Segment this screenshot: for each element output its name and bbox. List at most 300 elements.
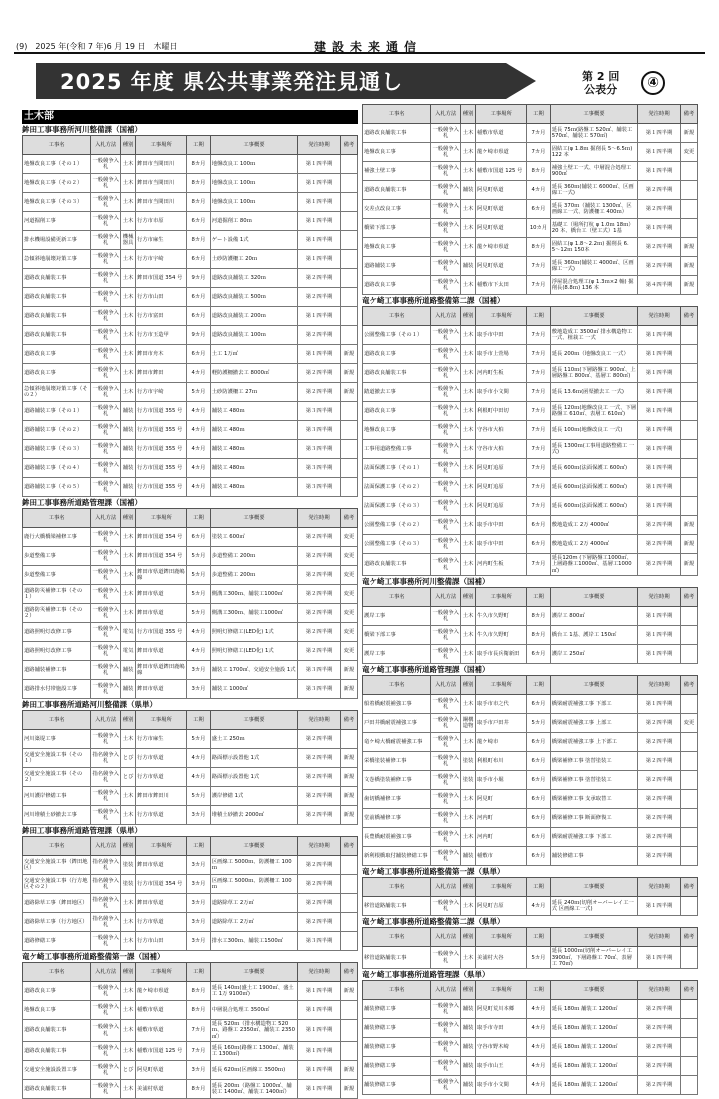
table-cell: 行方市国道 354 号 bbox=[136, 875, 187, 894]
column-header: 種別 bbox=[121, 837, 136, 856]
table-cell: 一般競争入札 bbox=[431, 162, 461, 181]
table-cell: 一般競争入札 bbox=[431, 143, 461, 162]
table-cell: 道路改良舗装工事 bbox=[363, 364, 431, 383]
table-cell: 土木 bbox=[121, 806, 136, 825]
table-row bbox=[23, 787, 358, 806]
table-cell: 舗装 bbox=[461, 847, 476, 866]
table-cell: 行方市宇崎 bbox=[136, 250, 187, 269]
table-cell: とび bbox=[121, 768, 136, 787]
table-cell: 牛久市久野町 bbox=[476, 626, 527, 645]
table-cell: 一般競争入札 bbox=[91, 680, 121, 699]
table-cell: 7カ月 bbox=[527, 497, 550, 516]
table-cell: 移管道路舗装工事 bbox=[363, 897, 431, 916]
table-cell: 土木 bbox=[121, 174, 136, 193]
table-cell: 一般競争入札 bbox=[431, 947, 461, 969]
table-cell: 第２四半期 bbox=[298, 364, 341, 383]
table-cell: 第１四半期 bbox=[298, 1001, 341, 1020]
column-header: 工事場所 bbox=[476, 928, 527, 947]
table-cell: 土木 bbox=[121, 730, 136, 749]
table-row bbox=[23, 288, 358, 307]
table-cell: 道路改良工事 bbox=[363, 345, 431, 364]
table-row bbox=[23, 875, 358, 894]
table-cell: 栄橋塗装補修工事 bbox=[363, 752, 431, 771]
table-row bbox=[363, 695, 698, 714]
table-cell: 一般競争入札 bbox=[91, 566, 121, 585]
table-cell: 土砂防護柵工 20ｍ bbox=[210, 250, 297, 269]
table-cell: 利根町布川 bbox=[476, 752, 527, 771]
table-cell: 交差点改良工事 bbox=[363, 200, 431, 219]
column-header: 工事場所 bbox=[476, 588, 527, 607]
table-row bbox=[363, 219, 698, 238]
office-table-title: 竜ケ崎工事事務所道路整備第二課（県単） bbox=[362, 917, 505, 927]
table-cell: 土木 bbox=[121, 269, 136, 288]
table-cell: 地盤改良工事（その３） bbox=[23, 193, 91, 212]
table-cell bbox=[340, 440, 357, 459]
table-cell: 道路改良舗装工事 bbox=[23, 288, 91, 307]
table-cell: 長豊橋耐震補強工事 bbox=[363, 828, 431, 847]
table-cell bbox=[340, 1001, 357, 1020]
table-cell: 新規 bbox=[680, 238, 697, 257]
table-cell: 歯切橋補修工事 bbox=[363, 790, 431, 809]
table-cell bbox=[680, 733, 697, 752]
table-cell: 延長 180ｍ 舗装工 1200㎡ bbox=[550, 1000, 637, 1019]
column-header: 工事名 bbox=[363, 307, 431, 326]
table-row bbox=[23, 1042, 358, 1061]
table-row bbox=[363, 1076, 698, 1095]
table-cell: 延長 360ｍ(舗装工 6000㎡、区画線工一式) bbox=[550, 181, 637, 200]
table-cell: 一般競争入札 bbox=[91, 604, 121, 623]
table-cell bbox=[340, 894, 357, 913]
column-header: 入札方法 bbox=[91, 509, 121, 528]
column-header: 工事名 bbox=[363, 105, 431, 124]
table-cell: 延長 360ｍ(舗装工 4000㎡、区画線工一式) bbox=[550, 257, 637, 276]
table-row bbox=[363, 326, 698, 345]
table-cell: 地盤改良工事 bbox=[363, 421, 431, 440]
table-row bbox=[363, 276, 698, 295]
table-cell: 路面標示設置他 1式 bbox=[210, 768, 297, 787]
column-header: 備考 bbox=[680, 105, 697, 124]
table-row bbox=[363, 257, 698, 276]
table-row bbox=[363, 421, 698, 440]
table-cell: 守谷市大柏 bbox=[476, 440, 527, 459]
table-cell: 第２四半期 bbox=[298, 383, 341, 402]
column-header: 工事名 bbox=[363, 928, 431, 947]
table-cell: 第４四半期 bbox=[638, 276, 681, 295]
table-cell: 延長 1300ｍ(工事用道路整備工 一式) bbox=[550, 440, 637, 459]
table-cell: 4カ月 bbox=[187, 623, 210, 642]
table-cell bbox=[680, 1019, 697, 1038]
table-cell: 3カ月 bbox=[187, 894, 210, 913]
table-cell bbox=[340, 1042, 357, 1061]
table-cell: 一般競争入札 bbox=[91, 730, 121, 749]
column-header: 工事名 bbox=[23, 837, 91, 856]
table-cell: 第２四半期 bbox=[638, 771, 681, 790]
table-cell: 取手市小文間 bbox=[476, 1076, 527, 1095]
table-header-row bbox=[363, 878, 698, 897]
table-cell: 一般競争入札 bbox=[91, 212, 121, 231]
table-cell: 道路修繕工事 bbox=[23, 932, 91, 951]
table-cell: 一般競争入札 bbox=[431, 733, 461, 752]
project-table bbox=[22, 710, 358, 825]
column-header: 発注時期 bbox=[638, 981, 681, 1000]
table-cell: 4カ月 bbox=[527, 181, 550, 200]
column-header: 発注時期 bbox=[638, 878, 681, 897]
table-cell: 河道掘削工 80ｍ bbox=[210, 212, 297, 231]
table-cell: 道路改良舗装工 100ｍ bbox=[210, 326, 297, 345]
table-cell: 土木 bbox=[461, 276, 476, 295]
table-cell: 舗装工 480ｍ bbox=[210, 402, 297, 421]
table-cell: 急傾斜地崩壊対策工事（その２） bbox=[23, 383, 91, 402]
project-table bbox=[22, 836, 358, 951]
table-cell: 歩道整備工事 bbox=[23, 547, 91, 566]
table-cell: 行方市国道 355 号 bbox=[136, 440, 187, 459]
table-cell bbox=[680, 364, 697, 383]
table-cell: 守谷市野木崎 bbox=[476, 1038, 527, 1057]
table-cell: 文巻橋塗装補修工事 bbox=[363, 771, 431, 790]
project-table bbox=[362, 675, 698, 866]
table-cell: 第２四半期 bbox=[638, 554, 681, 576]
table-row bbox=[23, 364, 358, 383]
table-cell: とび bbox=[121, 1061, 136, 1080]
table-cell: 行方市県道 bbox=[136, 806, 187, 825]
table-cell: 4カ月 bbox=[527, 1057, 550, 1076]
table-cell: 第１四半期 bbox=[638, 345, 681, 364]
table-cell: 第１四半期 bbox=[638, 143, 681, 162]
table-cell: 土木 bbox=[121, 288, 136, 307]
table-cell: 敷地造成工 2万 4000㎡ bbox=[550, 535, 637, 554]
table-cell: 5カ月 bbox=[187, 585, 210, 604]
table-cell: 土木 bbox=[461, 219, 476, 238]
table-cell bbox=[680, 809, 697, 828]
table-cell: 踏道撤去工事 bbox=[363, 383, 431, 402]
table-cell: 土木 bbox=[121, 894, 136, 913]
column-header: 発注時期 bbox=[638, 105, 681, 124]
table-cell: 4カ月 bbox=[187, 642, 210, 661]
column-header: 発注時期 bbox=[298, 711, 341, 730]
project-table bbox=[362, 877, 698, 916]
table-cell: 一般競争入札 bbox=[431, 326, 461, 345]
table-cell: 法面保護工事（その２） bbox=[363, 478, 431, 497]
table-cell: 道路改良工事 bbox=[23, 364, 91, 383]
column-header: 備考 bbox=[680, 676, 697, 695]
column-header: 工事場所 bbox=[136, 711, 187, 730]
table-cell: 稲敷市 bbox=[476, 847, 527, 866]
table-cell: 美浦村大谷 bbox=[476, 947, 527, 969]
column-header: 工事概要 bbox=[550, 878, 637, 897]
table-cell: 新規 bbox=[680, 554, 697, 576]
column-header: 工事概要 bbox=[550, 307, 637, 326]
masthead: 建設未来通信 bbox=[314, 40, 423, 54]
table-row bbox=[23, 421, 358, 440]
table-cell: 第１四半期 bbox=[638, 607, 681, 626]
table-cell: 6カ月 bbox=[527, 733, 550, 752]
table-cell: 7カ月 bbox=[527, 440, 550, 459]
table-row bbox=[363, 162, 698, 181]
table-cell: 橋梁下部工事 bbox=[363, 626, 431, 645]
table-cell: 第２四半期 bbox=[638, 238, 681, 257]
table-cell: 鉾田市国道 354 号 bbox=[136, 547, 187, 566]
table-row bbox=[23, 547, 358, 566]
table-cell: 5カ月 bbox=[187, 604, 210, 623]
table-cell bbox=[340, 932, 357, 951]
table-cell: 第１四半期 bbox=[298, 1080, 341, 1099]
table-row bbox=[363, 478, 698, 497]
table-row bbox=[23, 478, 358, 497]
table-cell: 地盤改良工 100ｍ bbox=[210, 174, 297, 193]
table-cell: 8カ月 bbox=[527, 626, 550, 645]
table-cell: 稲敷市県道 bbox=[476, 124, 527, 143]
table-cell: 第２四半期 bbox=[298, 604, 341, 623]
table-cell: 行方市麻生 bbox=[136, 730, 187, 749]
table-cell: 一般競争入札 bbox=[91, 174, 121, 193]
table-cell: 舗装 bbox=[461, 1019, 476, 1038]
table-cell: 道路改良工事 bbox=[23, 982, 91, 1001]
table-row bbox=[23, 345, 358, 364]
table-cell: 道路改良舗装工 200ｍ bbox=[210, 307, 297, 326]
column-header: 入札方法 bbox=[431, 928, 461, 947]
table-row bbox=[23, 212, 358, 231]
column-header: 工事場所 bbox=[476, 105, 527, 124]
table-cell: 新規 bbox=[340, 680, 357, 699]
project-table bbox=[362, 587, 698, 664]
table-cell: 土木 bbox=[461, 364, 476, 383]
table-cell: 延長 13.6ｍ(函渠撤去工 一式) bbox=[550, 383, 637, 402]
table-cell: 道路除草工事（行方地区） bbox=[23, 913, 91, 932]
table-row bbox=[363, 238, 698, 257]
table-cell: 7カ月 bbox=[187, 1042, 210, 1061]
table-cell: 交通安全施設工事（行方地区その２） bbox=[23, 875, 91, 894]
table-row bbox=[363, 459, 698, 478]
table-cell: 第１四半期 bbox=[298, 982, 341, 1001]
column-header: 工事概要 bbox=[210, 963, 297, 982]
table-cell: 一般競争入札 bbox=[431, 497, 461, 516]
table-cell: 第１四半期 bbox=[638, 383, 681, 402]
column-header: 工事名 bbox=[363, 981, 431, 1000]
table-cell: 一般競争入札 bbox=[431, 345, 461, 364]
office-table-title: 竜ケ崎工事事務所道路整備第一課（国補） bbox=[22, 952, 165, 961]
table-cell: 7カ月 bbox=[527, 459, 550, 478]
table-cell: 歩道整備工 200ｍ bbox=[210, 547, 297, 566]
table-cell: 道路改良舗装工 320ｍ bbox=[210, 269, 297, 288]
column-header: 工事場所 bbox=[476, 676, 527, 695]
table-cell: 土木 bbox=[461, 200, 476, 219]
table-cell: 4カ月 bbox=[187, 768, 210, 787]
table-row bbox=[23, 856, 358, 875]
table-cell: 土木 bbox=[461, 162, 476, 181]
table-cell: 取手市小堀 bbox=[476, 771, 527, 790]
table-cell: 6カ月 bbox=[527, 828, 550, 847]
table-cell: 取手市中田 bbox=[476, 516, 527, 535]
table-cell: 一般競争入札 bbox=[91, 1020, 121, 1042]
table-cell: 道路舗装工事（その４） bbox=[23, 459, 91, 478]
table-cell: 一般競争入札 bbox=[431, 809, 461, 828]
table-cell: 法面保護工事（その３） bbox=[363, 497, 431, 516]
table-cell: 第２四半期 bbox=[298, 875, 341, 894]
table-row bbox=[23, 661, 358, 680]
table-cell: 行方市国道 355 号 bbox=[136, 478, 187, 497]
table-cell: 土木 bbox=[461, 809, 476, 828]
table-cell: 区画線工 5000ｍ、防護柵工 100ｍ bbox=[210, 856, 297, 875]
table-cell: 6カ月 bbox=[527, 695, 550, 714]
table-cell: 稲敷市国道 125 号 bbox=[476, 162, 527, 181]
table-cell: 土木 bbox=[121, 250, 136, 269]
table-cell: 第２四半期 bbox=[638, 1057, 681, 1076]
table-cell bbox=[680, 1000, 697, 1019]
table-cell: 新規 bbox=[680, 276, 697, 295]
table-cell: 新規 bbox=[340, 661, 357, 680]
table-cell: 9カ月 bbox=[187, 269, 210, 288]
table-cell: 8カ月 bbox=[187, 231, 210, 250]
table-cell: 4カ月 bbox=[187, 459, 210, 478]
table-cell bbox=[680, 1038, 697, 1057]
table-cell: 新規 bbox=[340, 1061, 357, 1080]
table-cell: 延長 200ｍ（地盤改良工 一式） bbox=[550, 345, 637, 364]
table-row bbox=[23, 1061, 358, 1080]
table-cell: 排水機場設備更新工事 bbox=[23, 231, 91, 250]
table-cell: 道路防災補修工事（その１） bbox=[23, 585, 91, 604]
table-row bbox=[363, 554, 698, 576]
table-cell: 舗装 bbox=[121, 421, 136, 440]
table-cell: 第２四半期 bbox=[638, 828, 681, 847]
table-cell: 固結工(φ 1.8ｍ 掘削長 5〜6.5ｍ) 122 本 bbox=[550, 143, 637, 162]
table-cell: 橋梁補修工事 断面修復工 bbox=[550, 809, 637, 828]
table-cell: 一般競争入札 bbox=[431, 200, 461, 219]
table-cell: 土木 bbox=[461, 897, 476, 916]
table-cell: 第２四半期 bbox=[298, 806, 341, 825]
table-cell: 一般競争入札 bbox=[91, 478, 121, 497]
table-cell: 一般競争入札 bbox=[431, 402, 461, 421]
table-cell bbox=[340, 269, 357, 288]
column-header: 工事概要 bbox=[550, 105, 637, 124]
table-cell: 側溝工300ｍ、舗装工1000㎡ bbox=[210, 604, 297, 623]
column-header: 工事概要 bbox=[210, 509, 297, 528]
table-cell: 排水工300ｍ、舗装工1500㎡ bbox=[210, 932, 297, 951]
table-cell: 一般競争入札 bbox=[431, 383, 461, 402]
table-cell: 8カ月 bbox=[527, 238, 550, 257]
column-header: 工事概要 bbox=[550, 981, 637, 1000]
table-row bbox=[363, 1038, 698, 1057]
table-cell: 道路照明灯改修工事 bbox=[23, 642, 91, 661]
table-row bbox=[23, 155, 358, 174]
table-cell: 新規 bbox=[340, 1080, 357, 1099]
table-cell bbox=[340, 250, 357, 269]
column-header: 工事名 bbox=[23, 963, 91, 982]
table-cell: 土木 bbox=[121, 1001, 136, 1020]
table-cell: 変更 bbox=[680, 143, 697, 162]
table-cell: 第１四半期 bbox=[298, 212, 341, 231]
table-cell: 一般競争入札 bbox=[91, 155, 121, 174]
table-cell: 5カ月 bbox=[187, 547, 210, 566]
table-cell bbox=[680, 181, 697, 200]
table-cell: 第２四半期 bbox=[638, 257, 681, 276]
table-cell: 行方市国道 355 号 bbox=[136, 459, 187, 478]
column-header: 工期 bbox=[187, 963, 210, 982]
table-cell: 延長 370ｍ（舗装工 1300㎡、区画線工一式、防護柵工 400ｍ） bbox=[550, 200, 637, 219]
table-cell: 変更 bbox=[340, 585, 357, 604]
table-row bbox=[23, 913, 358, 932]
table-cell: 道路改良工事 bbox=[363, 402, 431, 421]
table-cell: 一般競争入札 bbox=[91, 231, 121, 250]
column-header: 工事場所 bbox=[136, 837, 187, 856]
table-cell: 4カ月 bbox=[187, 421, 210, 440]
table-cell: 竜ケ崎大橋耐震補強工事 bbox=[363, 733, 431, 752]
table-cell: 一般競争入札 bbox=[431, 535, 461, 554]
table-row bbox=[23, 1001, 358, 1020]
table-cell: 鉾田市舟木 bbox=[136, 345, 187, 364]
table-cell: 一般競争入札 bbox=[431, 771, 461, 790]
table-cell: 一般競争入札 bbox=[91, 307, 121, 326]
column-header: 工事場所 bbox=[136, 509, 187, 528]
table-cell: 第１四半期 bbox=[638, 421, 681, 440]
project-table bbox=[362, 927, 698, 969]
table-cell: 新規 bbox=[340, 364, 357, 383]
office-table-title: 鉾田工事事務所河川整備課（国補） bbox=[22, 125, 142, 134]
table-cell: 第２四半期 bbox=[298, 730, 341, 749]
table-cell: 第２四半期 bbox=[638, 809, 681, 828]
right-column bbox=[362, 104, 698, 1092]
table-cell: 取手市戸田井 bbox=[476, 714, 527, 733]
table-cell: 取手市寺田 bbox=[476, 1019, 527, 1038]
column-header: 工事概要 bbox=[550, 588, 637, 607]
table-cell: 第２四半期 bbox=[298, 787, 341, 806]
table-cell: 地盤改良工事 bbox=[363, 238, 431, 257]
table-cell: 変更 bbox=[340, 547, 357, 566]
table-cell: 新規 bbox=[680, 516, 697, 535]
office-table-title: 竜ケ崎工事事務所道路管理課（国補） bbox=[362, 665, 490, 675]
table-cell bbox=[340, 307, 357, 326]
table-row bbox=[23, 402, 358, 421]
table-cell: 一般競争入札 bbox=[91, 345, 121, 364]
table-cell: 土木 bbox=[121, 345, 136, 364]
table-cell: 取手市上萱場 bbox=[476, 345, 527, 364]
table-row bbox=[363, 1019, 698, 1038]
table-cell: 道路舗装工事 bbox=[363, 257, 431, 276]
column-header: 備考 bbox=[340, 711, 357, 730]
table-cell: 道路改良舗装工事 bbox=[23, 307, 91, 326]
table-cell: 区画線工 5000ｍ、防護柵工 100ｍ bbox=[210, 875, 297, 894]
table-cell: 延長 140ｍ(盛土工 1900㎥、盛土工 1万 9100㎥) bbox=[210, 982, 297, 1001]
office-table-title: 鉾田工事事務所道路管理課（国補） bbox=[22, 498, 142, 507]
table-row bbox=[23, 982, 358, 1001]
table-cell: 一般競争入札 bbox=[431, 828, 461, 847]
office-table-title: 竜ケ崎工事事務所道路管理課（県単） bbox=[362, 970, 490, 980]
table-cell: 一般競争入札 bbox=[91, 459, 121, 478]
table-cell: 第２四半期 bbox=[638, 200, 681, 219]
table-cell bbox=[680, 421, 697, 440]
office-table-title: 鉾田工事事務所道路管理課（県単） bbox=[22, 826, 142, 835]
table-cell: 行方市国道 355 号 bbox=[136, 623, 187, 642]
column-header: 入札方法 bbox=[431, 588, 461, 607]
table-row bbox=[23, 528, 358, 547]
table-cell: 守谷市大柏 bbox=[476, 421, 527, 440]
table-cell: 第２四半期 bbox=[638, 752, 681, 771]
table-cell: 指名競争入札 bbox=[91, 856, 121, 875]
column-header: 発注時期 bbox=[298, 963, 341, 982]
table-cell: 第２四半期 bbox=[298, 856, 341, 875]
table-cell: 7カ月 bbox=[527, 364, 550, 383]
table-cell: 土木 bbox=[461, 402, 476, 421]
table-cell: 一般競争入札 bbox=[91, 642, 121, 661]
table-cell: 土木 bbox=[461, 790, 476, 809]
table-cell: 第２四半期 bbox=[638, 714, 681, 733]
table-cell: 塗装工 600㎡ bbox=[210, 528, 297, 547]
table-cell: 新規 bbox=[340, 806, 357, 825]
column-header: 種別 bbox=[461, 588, 476, 607]
table-cell: 4カ月 bbox=[187, 402, 210, 421]
table-cell: 第１四半期 bbox=[638, 162, 681, 181]
table-row bbox=[363, 516, 698, 535]
column-header: 入札方法 bbox=[91, 711, 121, 730]
